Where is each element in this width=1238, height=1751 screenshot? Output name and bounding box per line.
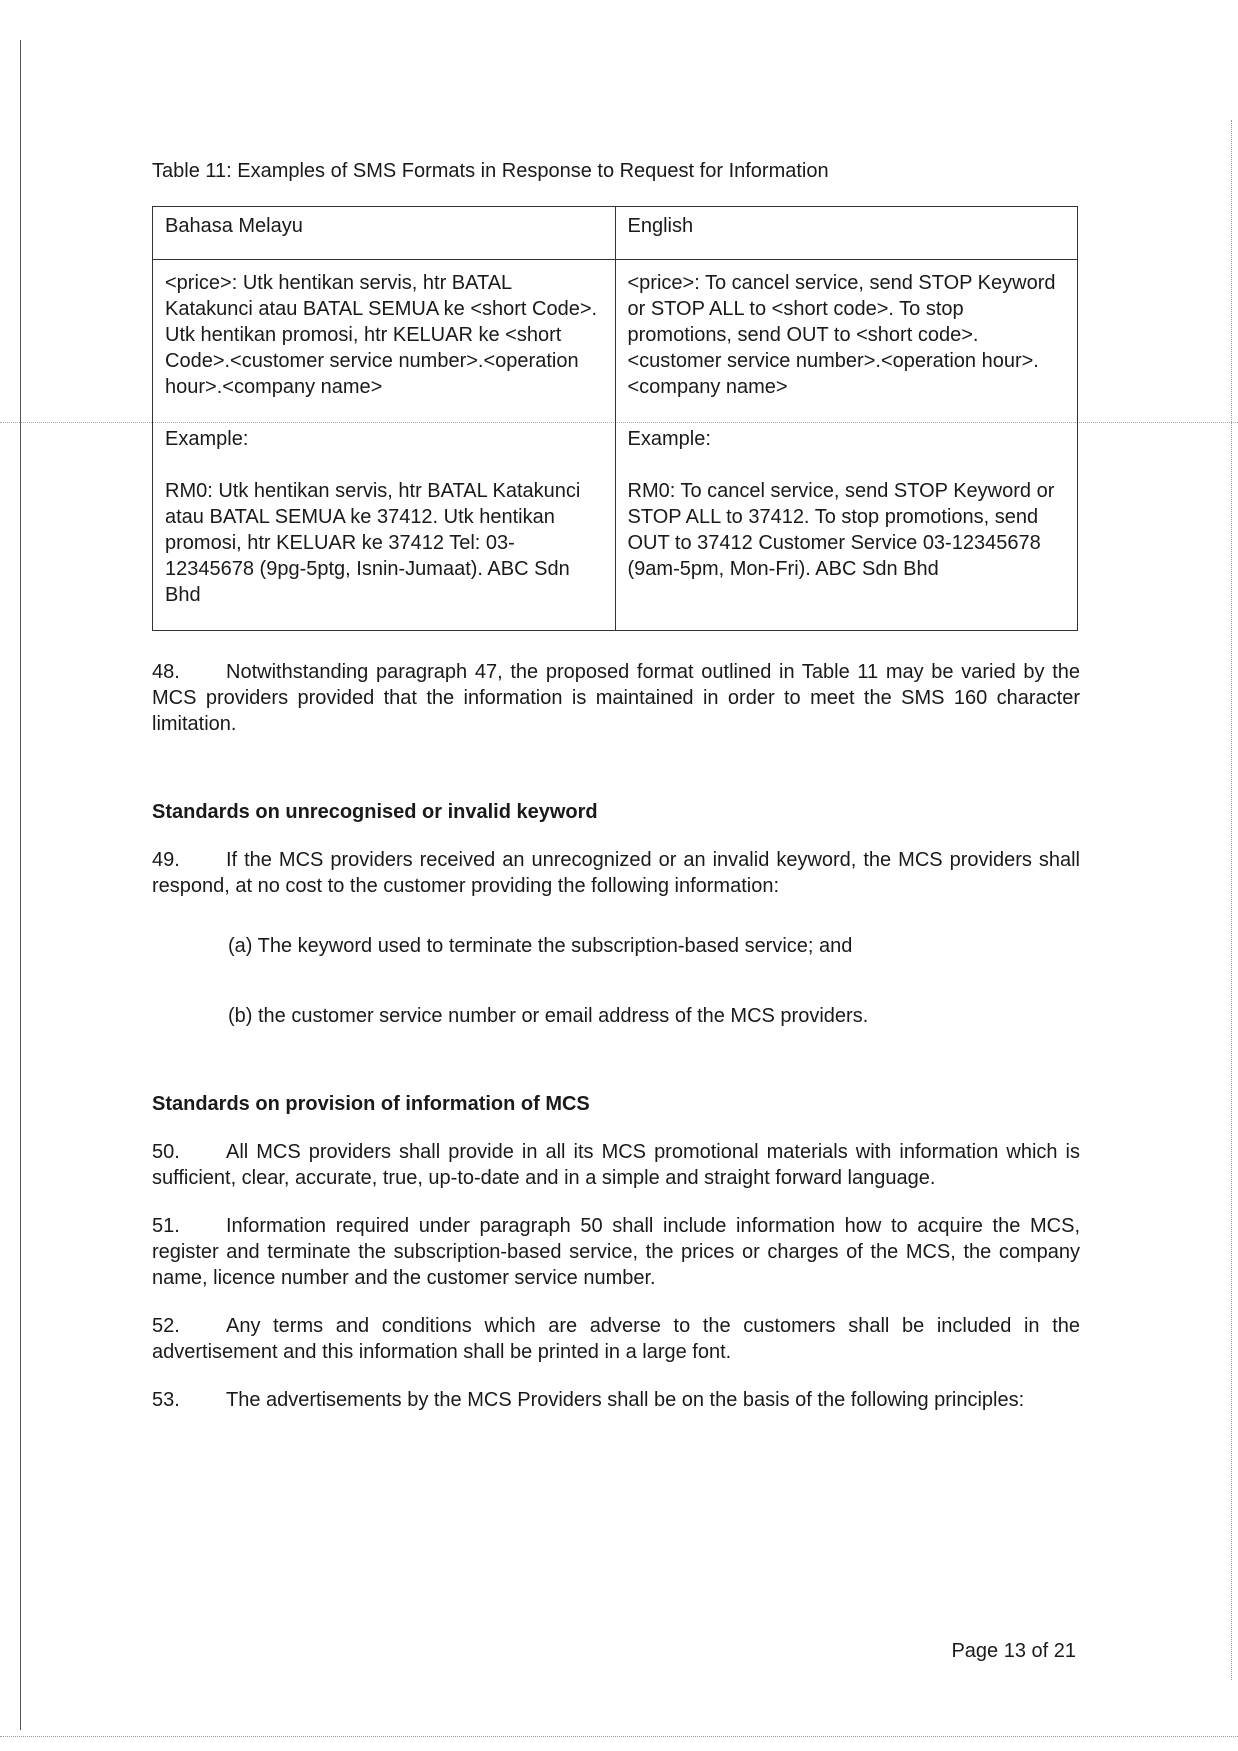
table-header-row — [153, 207, 1078, 260]
paragraph-51 — [152, 1213, 1080, 1291]
paragraph-text: Information required under paragraph 50 shall include information how to acquire the MCS, register and terminate the subscription-based service, the prices or charges of the MCS, the company name, licence number and the customer service number. — [152, 1215, 1080, 1289]
paragraph-text: If the MCS providers received an unrecognized or an invalid keyword, the MCS providers shall respond, at no cost to the customer providing the following information: — [152, 849, 1080, 897]
format-text-en: <price>: To cancel service, send STOP Keyword or STOP ALL to <short code>. To stop promotions, send OUT to <short code>.<customer service number>.<operation hour>.<company name> — [627, 272, 1056, 398]
cell-bahasa-melayu — [153, 260, 616, 631]
paragraph-text: Notwithstanding paragraph 47, the proposed format outlined in Table 11 may be varied by the MCS providers provided that the information is maintained in order to meet the SMS 160 character limitation. — [152, 661, 1080, 735]
table-row — [153, 260, 1078, 631]
paragraph-number: 50. — [152, 1141, 180, 1163]
table-caption: Table 11: Examples of SMS Formats in Response to Request for Information — [152, 160, 829, 182]
example-text-en: RM0: To cancel service, send STOP Keyword or STOP ALL to 37412. To stop promotions, send OUT to 37412 Customer Service 03-12345678 (9am-5pm, Mon-Fri). ABC Sdn Bhd — [627, 480, 1055, 580]
section-heading-invalid-keyword: Standards on unrecognised or invalid keyword — [152, 801, 598, 823]
paragraph-48 — [152, 659, 1080, 737]
paragraph-number: 51. — [152, 1215, 180, 1237]
paragraph-53 — [152, 1387, 1080, 1413]
format-text-bm: <price>: Utk hentikan servis, htr BATAL Katakunci atau BATAL SEMUA ke <short Code>. Utk hentikan promosi, htr KELUAR ke <short Code>.<customer service number>.<operation hour>.<company name> — [165, 272, 598, 398]
paragraph-text: All MCS providers shall provide in all its MCS promotional materials with information which is sufficient, clear, accurate, true, up-to-date and in a simple and straight forward language. — [152, 1141, 1080, 1189]
paragraph-50 — [152, 1139, 1080, 1191]
paragraph-text: Any terms and conditions which are adverse to the customers shall be included in the advertisement and this information shall be printed in a large font. — [152, 1315, 1080, 1363]
scan-edge-right — [1231, 120, 1232, 1680]
paragraph-number: 48. — [152, 661, 180, 683]
paragraph-number: 53. — [152, 1389, 180, 1411]
example-text-bm: RM0: Utk hentikan servis, htr BATAL Katakunci atau BATAL SEMUA ke 37412. Utk hentikan promosi, htr KELUAR ke 37412 Tel: 03-12345678 (9pg-5ptg, Isnin-Jumaat). ABC Sdn Bhd — [165, 480, 581, 606]
example-label-bm: Example: — [165, 428, 249, 450]
paragraph-text: The advertisements by the MCS Providers shall be on the basis of the following principles: — [226, 1389, 1025, 1411]
paragraph-49 — [152, 847, 1080, 899]
example-label-en: Example: — [627, 428, 711, 450]
page-number: Page 13 of 21 — [951, 1640, 1076, 1662]
paragraph-number: 52. — [152, 1315, 180, 1337]
list-item-a: (a) The keyword used to terminate the subscription-based service; and — [228, 935, 853, 957]
paragraph-52 — [152, 1313, 1080, 1365]
sms-format-table — [152, 206, 1078, 631]
paragraph-number: 49. — [152, 849, 180, 871]
page-content — [152, 158, 1080, 1413]
list-item-b: (b) the customer service number or email address of the MCS providers. — [228, 1005, 869, 1027]
header-bahasa-melayu: Bahasa Melayu — [153, 207, 616, 260]
scan-edge-left — [20, 40, 21, 1730]
cell-english — [615, 260, 1078, 631]
header-english: English — [615, 207, 1078, 260]
section-heading-provision-info: Standards on provision of information of MCS — [152, 1093, 590, 1115]
scan-edge-bottom — [0, 1736, 1238, 1737]
